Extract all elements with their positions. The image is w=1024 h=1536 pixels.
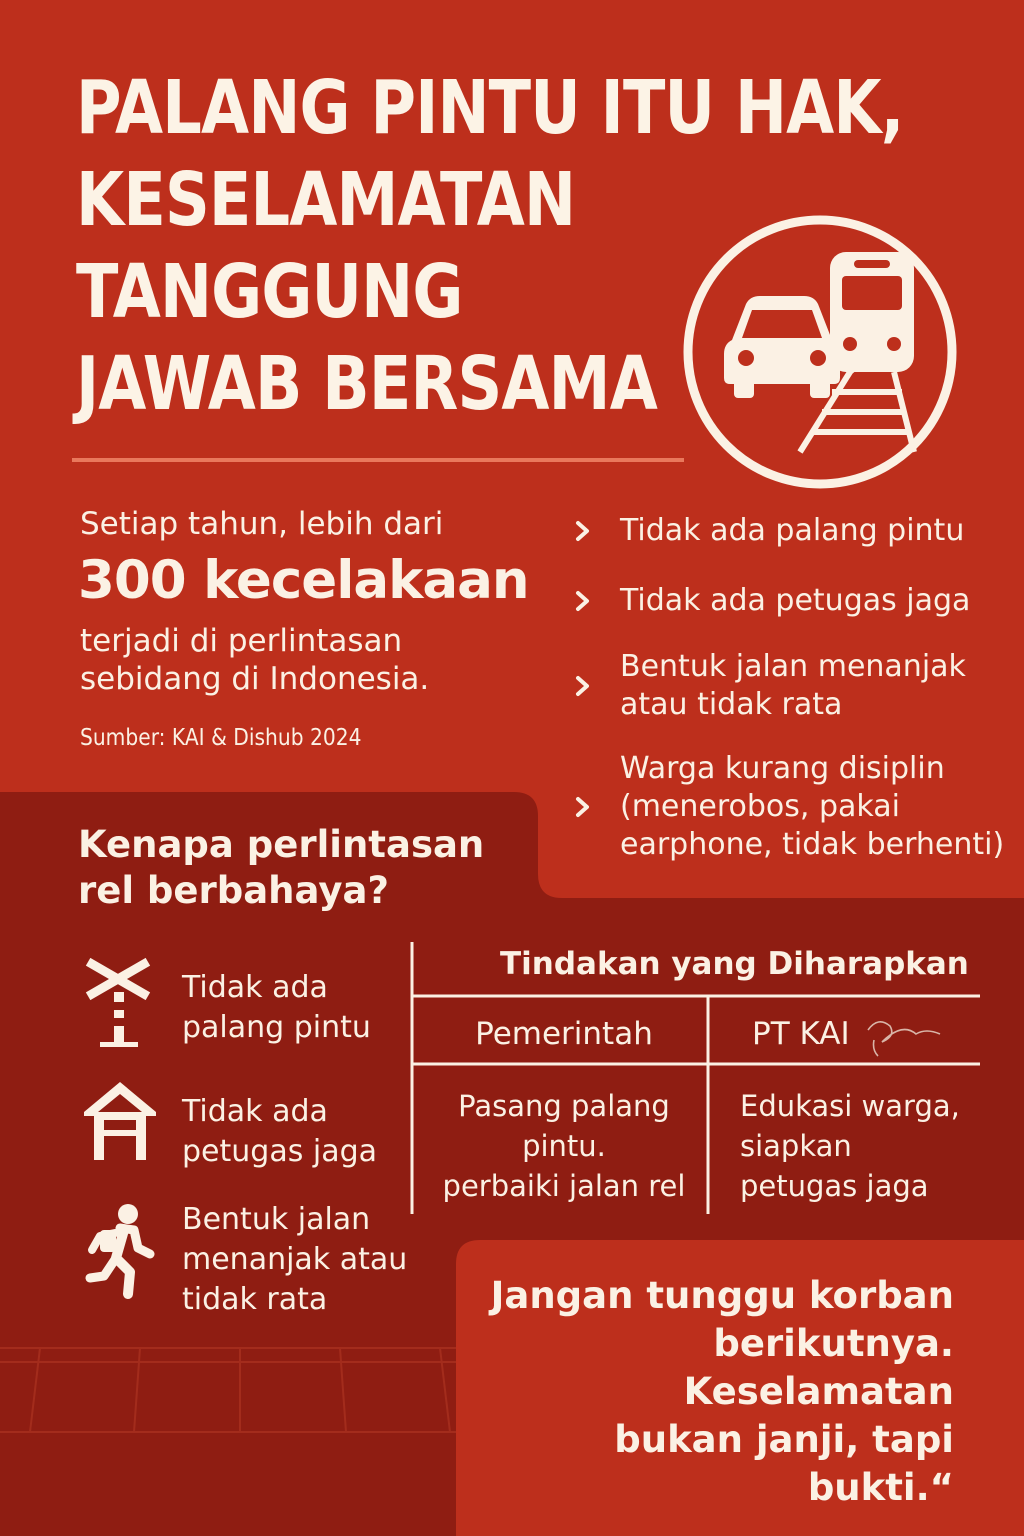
stat-line: terjadi di perlintasan bbox=[80, 623, 403, 659]
title-line: PALANG PINTU ITU HAK, bbox=[76, 65, 904, 151]
list-item: Tidak ada petugas jaga bbox=[570, 582, 1010, 620]
stat-source: Sumber: KAI & Dishub 2024 bbox=[80, 725, 362, 751]
hazard-label: Tidak ada palang pintu bbox=[182, 970, 371, 1045]
chevron-right-icon bbox=[572, 590, 594, 612]
table-header-pt-kai: PT KAI bbox=[752, 1016, 850, 1052]
list-item: Warga kurang disiplin (menerobos, pakai earphone, tidak berhenti) bbox=[570, 750, 1010, 864]
railway-crossing-sign-icon bbox=[80, 952, 160, 1052]
stat-intro: Setiap tahun, lebih dari bbox=[80, 506, 444, 542]
car-train-crossing-icon bbox=[680, 212, 960, 492]
stat-number: 300 kecelakaan bbox=[78, 550, 529, 611]
page-title bbox=[76, 62, 904, 430]
list-item bbox=[80, 952, 420, 1052]
risk-bullet-list bbox=[570, 512, 1010, 864]
guard-house-icon bbox=[80, 1076, 160, 1176]
chevron-right-icon bbox=[572, 520, 594, 542]
closing-quote: Jangan tunggu korban berikutnya. Keselamatan bukan janji, tapi bukti.“ bbox=[490, 1274, 954, 1509]
section-heading: Kenapa perlintasan rel berbahaya? bbox=[78, 823, 485, 912]
chevron-right-icon bbox=[572, 675, 594, 697]
title-line: JAWAB BERSAMA bbox=[76, 341, 657, 427]
hazard-label: Tidak ada petugas jaga bbox=[182, 1094, 378, 1169]
stat-description bbox=[80, 622, 520, 698]
stat-line: sebidang di Indonesia. bbox=[80, 661, 430, 697]
title-line: TANGGUNG bbox=[76, 249, 463, 335]
list-item: Tidak ada palang pintu bbox=[570, 512, 1010, 550]
title-line: KESELAMATAN bbox=[76, 157, 576, 243]
hazard-label: Bentuk jalan menanjak atau tidak rata bbox=[182, 1202, 408, 1317]
list-item: Bentuk jalan menanjak atau tidak rata bbox=[570, 648, 1010, 724]
table-cell-pemerintah: Pasang palang pintu. perbaiki jalan rel bbox=[442, 1089, 686, 1203]
header-divider bbox=[72, 458, 684, 462]
table-header-pemerintah: Pemerintah bbox=[475, 1016, 653, 1052]
hazard-list bbox=[80, 952, 420, 1324]
chevron-right-icon bbox=[572, 796, 594, 818]
list-item bbox=[80, 1200, 420, 1317]
table-title: Tindakan yang Diharapkan bbox=[500, 946, 969, 982]
running-person-icon bbox=[80, 1200, 160, 1300]
list-item bbox=[80, 1076, 420, 1176]
table-cell-pt-kai: Edukasi warga, siapkan petugas jaga bbox=[740, 1089, 960, 1203]
